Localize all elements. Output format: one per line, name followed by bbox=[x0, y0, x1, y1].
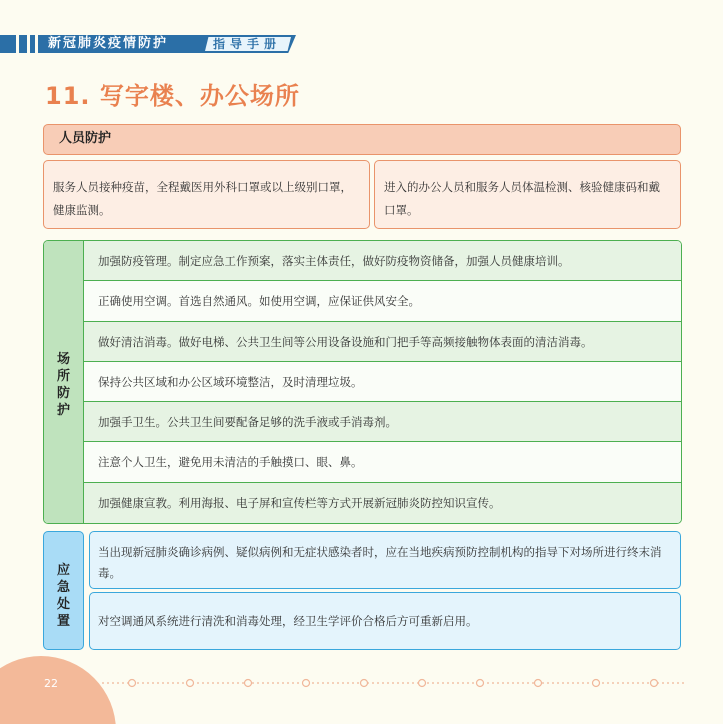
venue-protection-label bbox=[44, 241, 84, 523]
venue-protection-list bbox=[84, 241, 681, 523]
ribbon-stripe bbox=[0, 35, 16, 53]
label-char: 处 bbox=[56, 597, 70, 612]
venue-protection-section bbox=[43, 240, 682, 524]
decorative-circle bbox=[0, 656, 116, 724]
label-char: 置 bbox=[56, 614, 70, 629]
venue-item: 保持公共区域和办公区域环境整洁，及时清理垃圾。 bbox=[84, 362, 681, 402]
venue-item: 做好清洁消毒。做好电梯、公共卫生间等公用设备设施和门把手等高频接触物体表面的清洁消毒。 bbox=[84, 322, 681, 362]
label-char: 护 bbox=[56, 403, 70, 418]
label-char: 所 bbox=[56, 369, 70, 384]
personal-protection-heading: 人员防护 bbox=[43, 124, 681, 155]
venue-item: 注意个人卫生，避免用未清洁的手触摸口、眼、鼻。 bbox=[84, 442, 681, 482]
book-subtitle: 指导手册 bbox=[213, 37, 282, 51]
header-ribbon bbox=[0, 35, 300, 53]
personal-protection-right: 进入的办公人员和服务人员体温检测、核验健康码和戴口罩。 bbox=[374, 160, 681, 229]
dotted-divider bbox=[102, 677, 685, 689]
emergency-item: 对空调通风系统进行清洗和消毒处理，经卫生学评价合格后方可重新启用。 bbox=[89, 592, 681, 650]
label-char: 应 bbox=[56, 563, 70, 578]
emergency-label bbox=[43, 531, 84, 650]
ribbon-stripe bbox=[30, 35, 35, 53]
label-char: 防 bbox=[56, 386, 70, 401]
page-number: 22 bbox=[44, 677, 58, 690]
ribbon-stripe bbox=[19, 35, 27, 53]
venue-item: 加强防疫管理。制定应急工作预案，落实主体责任，做好防疫物资储备，加强人员健康培训。 bbox=[84, 241, 681, 281]
venue-label-text bbox=[44, 351, 83, 419]
label-char: 场 bbox=[56, 352, 70, 367]
book-title: 新冠肺炎疫情防护 bbox=[48, 36, 169, 51]
venue-item: 加强手卫生。公共卫生间要配备足够的洗手液或手消毒剂。 bbox=[84, 402, 681, 442]
personal-protection-left: 服务人员接种疫苗，全程戴医用外科口罩或以上级别口罩，健康监测。 bbox=[43, 160, 370, 229]
emergency-item: 当出现新冠肺炎确诊病例、疑似病例和无症状感染者时，应在当地疾病预防控制机构的指导下对场所进行终末消毒。 bbox=[89, 531, 681, 589]
label-char: 急 bbox=[56, 580, 70, 595]
emergency-label-text bbox=[44, 562, 83, 630]
venue-item: 正确使用空调。首选自然通风。如使用空调，应保证供风安全。 bbox=[84, 281, 681, 321]
venue-item: 加强健康宣教。利用海报、电子屏和宣传栏等方式开展新冠肺炎防控知识宣传。 bbox=[84, 483, 681, 523]
page-title: 11. 写字楼、办公场所 bbox=[45, 82, 300, 110]
